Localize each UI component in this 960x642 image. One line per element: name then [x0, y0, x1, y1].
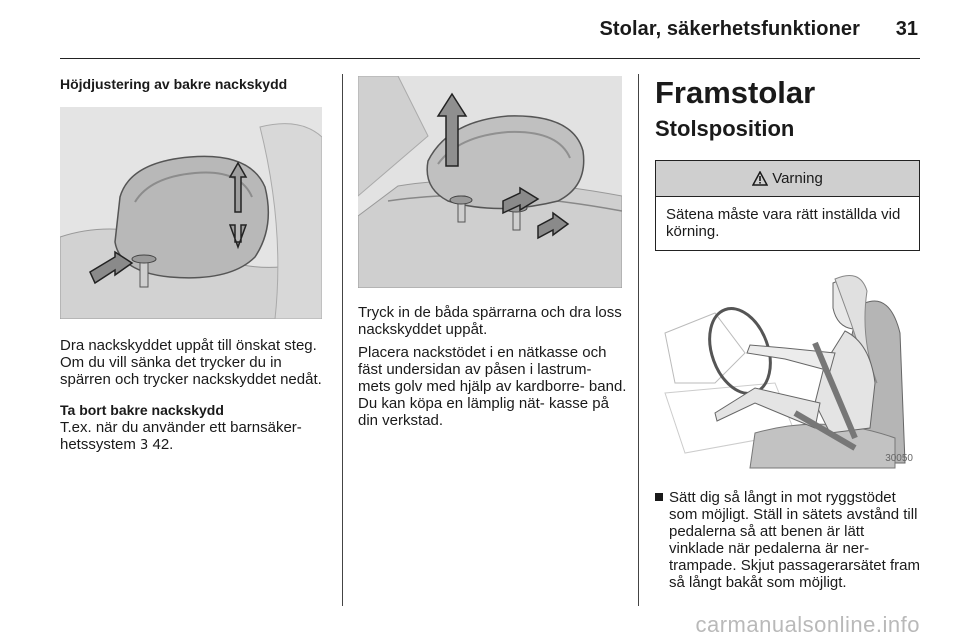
column-middle: [358, 76, 628, 429]
figure-number: 30050: [885, 453, 913, 465]
section-heading-rear-headrest-height: Höjdjustering av bakre nackskydd: [60, 76, 288, 92]
bullet-text: Sätt dig så långt in mot ryggstödet som möjligt. Ställ in sätets avstånd till pedalerna så att benen är lätt vinklade när pedalerna är ner- trampade. Skjut passagerarsätet fram så långt bakåt som möjligt.: [669, 489, 920, 592]
list-item-seat-position: [655, 489, 920, 591]
warning-box: [655, 160, 920, 251]
section-heading-remove-rear-headrest: Ta bort bakre nackskydd: [60, 402, 224, 418]
warning-triangle-icon: [752, 171, 768, 186]
column-left: [60, 76, 330, 454]
paragraph-child-seat-reference: [60, 419, 330, 454]
page-number: 31: [895, 18, 918, 40]
paragraph-child-seat-text: T.ex. när du använder ett barnsäker- hetssystem: [60, 419, 302, 453]
paragraph-net-bag: Placera nackstödet i en nätkasse och fäst undersidan av påsen i lastrum- mets golv med hjälp av kardborre- band. Du kan köpa en lämplig nät- kasse på din verkstad.: [358, 344, 627, 429]
warning-header: [656, 161, 919, 197]
column-right: [655, 76, 920, 591]
section-subheading-seat-position: Stolsposition: [655, 116, 795, 141]
bullet-square-icon: [655, 493, 663, 501]
reference-arrow-icon[interactable]: 3: [140, 438, 149, 453]
paragraph-raise-headrest: Dra nackskyddet uppåt till önskat steg. Om du vill sänka det trycker du in spärren och trycker nackskyddet nedåt.: [60, 337, 322, 388]
column-divider-left: [342, 74, 343, 606]
warning-text: Sätena måste vara rätt inställda vid körning.: [666, 206, 901, 241]
section-heading-front-seats: Framstolar: [655, 75, 816, 110]
warning-title: Varning: [772, 170, 823, 188]
rear-headrest-remove-illustration: [358, 76, 622, 288]
rear-headrest-adjust-illustration: [60, 107, 322, 319]
header-rule: [60, 58, 920, 59]
reference-page-link[interactable]: 42.: [148, 436, 174, 453]
seat-position-illustration: [655, 263, 919, 471]
header-title: Stolar, säkerhetsfunktioner: [599, 18, 860, 40]
paragraph-press-catches: Tryck in de båda spärrarna och dra loss nackskyddet uppåt.: [358, 304, 622, 338]
column-divider-right: [638, 74, 639, 606]
watermark: carmanualsonline.info: [695, 612, 920, 637]
